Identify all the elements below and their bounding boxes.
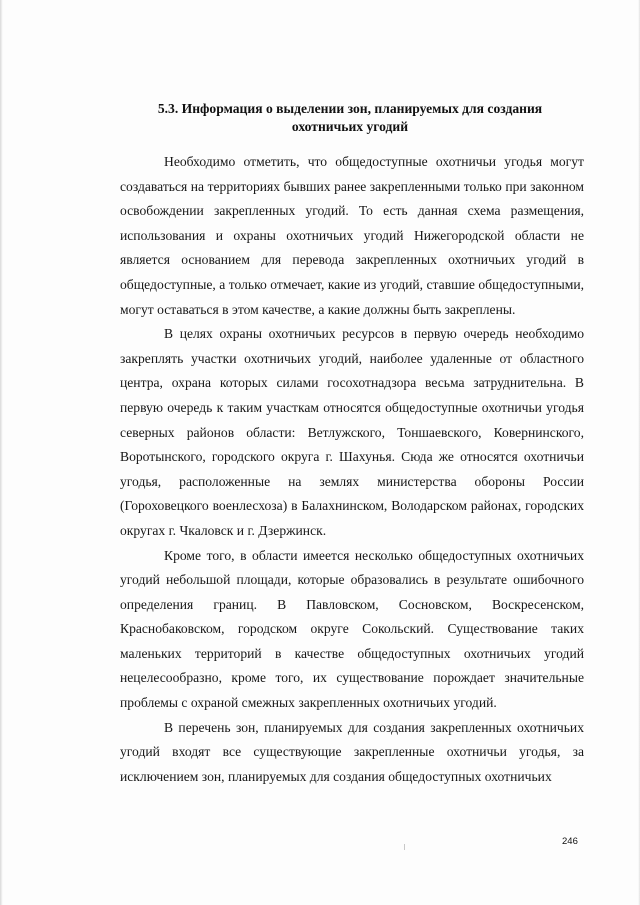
scan-edge-left [0, 0, 3, 905]
paragraph-4: В перечень зон, планируемых для создания закрепленных охотничьих угодий входят все существующие закрепленные охотничьи угодья, за исключением зон, планируемых для создания общедоступных охотничьих [120, 719, 584, 784]
body-text [120, 150, 584, 789]
section-heading [120, 100, 580, 136]
scan-artifact [404, 844, 405, 850]
paragraph-2: В целях охраны охотничьих ресурсов в первую очередь необходимо закреплять участки охотничьих угодий, наиболее удаленные от областного центра, охрана которых силами госохотнадзора весьма затруднительна. В первую очередь к таким участкам относятся общедоступные охотничьи угодья северных районов области: Ветлужского, Тоншаевского, Ковернинского, Воротынского, городского округа г. Шахунья. Сюда же относятся охотничьи угодья, расположенные на землях министерства обороны России (Гороховецкого военлесхоза) в Балахнинском, Володарском районах, городских округах г. Чкаловск и г. Дзержинск. [120, 326, 584, 538]
heading-line-1: 5.3. Информация о выделении зон, планируемых для создания [157, 101, 543, 116]
paragraph-3: Кроме того, в области имеется несколько общедоступных охотничьих угодий небольшой площади, которые образовались в результате ошибочного определения границ. В Павловском, Сосновском, Воскресенском, Краснобаковском, городском округе Сокольский. Существование таких маленьких территорий в качестве общедоступных охотничьих угодий нецелесообразно, кроме того, их существование порождает значительные проблемы с охраной смежных закрепленных охотничьих угодий. [120, 547, 584, 711]
page-number: 246 [562, 836, 578, 847]
paragraph-1: Необходимо отметить, что общедоступные охотничьи угодья могут создаваться на территориях бывших ранее закрепленными только при законном освобождении закрепленных угодий. То есть данная схема размещения, использования и охраны охотничьих угодий Нижегородской области не является основанием для перевода закрепленных охотничьих угодий в общедоступные, а только отмечает, какие из угодий, ставшие общедоступными, могут оставаться в этом качестве, а какие должны быть закреплены. [120, 154, 584, 317]
heading-line-2: охотничьих угодий [291, 119, 409, 134]
